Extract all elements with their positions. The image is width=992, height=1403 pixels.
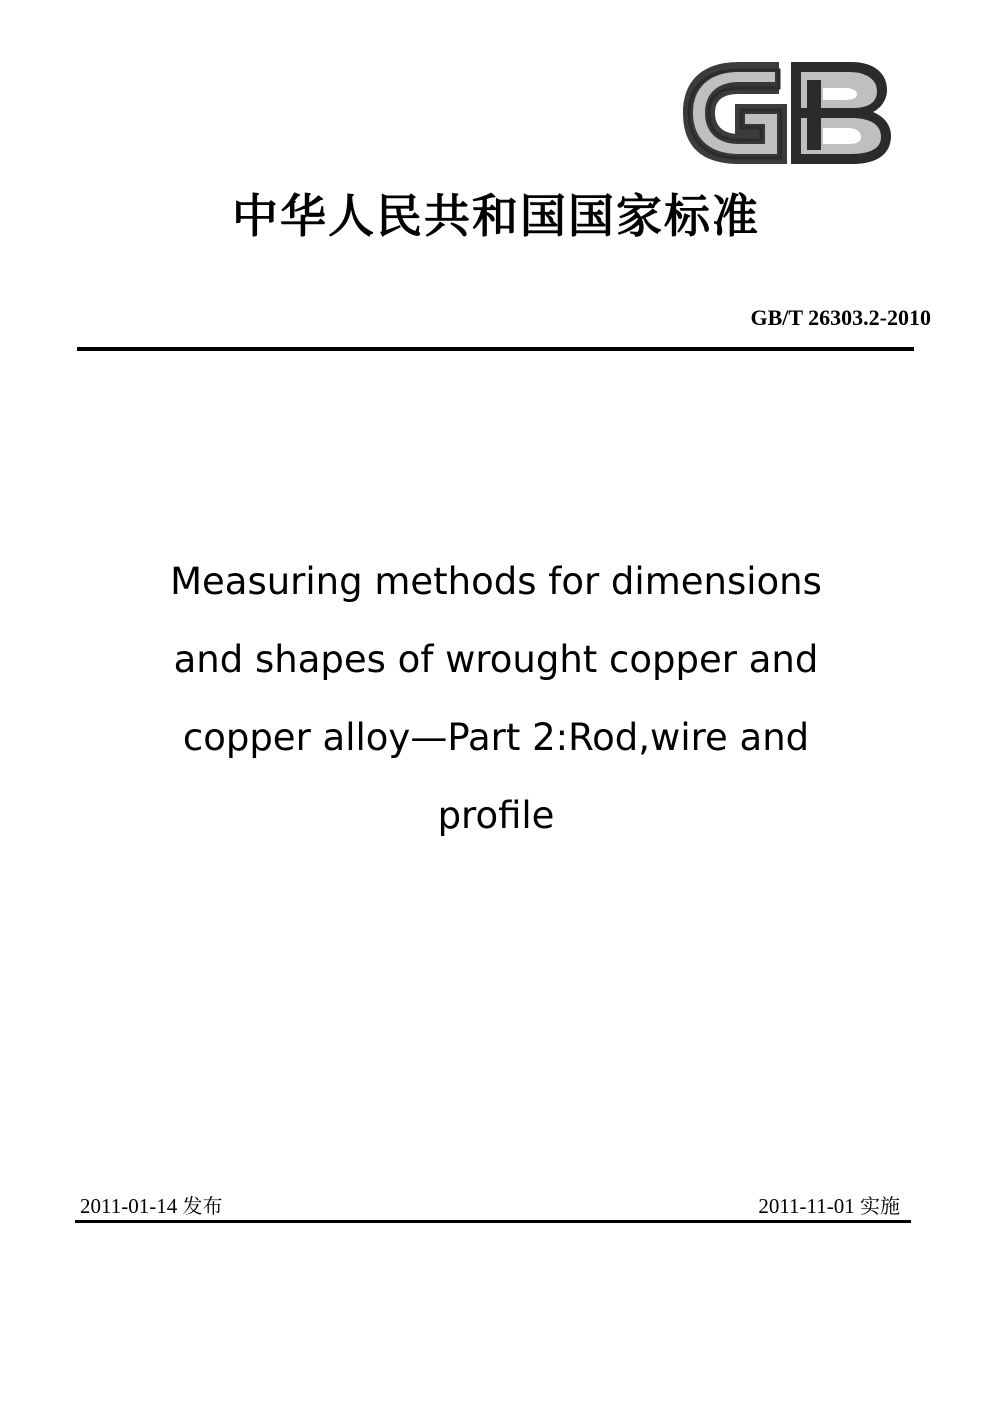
issue-date-block [80,1190,222,1219]
gb-logo [683,58,891,168]
implementation-label: 实施 [860,1194,900,1218]
national-standard-title: 中华人民共和国国家标准 [232,189,760,243]
title-line: profile [437,794,555,837]
document-title [100,543,892,855]
standard-code: GB/T 26303.2-2010 [750,305,931,330]
title-line: and shapes of wrought copper and [173,638,819,681]
implementation-date: 2011-11-01 [758,1194,855,1218]
top-divider [77,347,914,351]
implementation-date-block [758,1190,900,1219]
issue-label: 发布 [182,1194,223,1218]
title-line: Measuring methods for dimensions [170,560,822,603]
issue-date: 2011-01-14 [80,1194,178,1218]
title-line: copper alloy—Part 2:Rod,wire and [182,716,810,759]
bottom-divider [75,1220,911,1223]
